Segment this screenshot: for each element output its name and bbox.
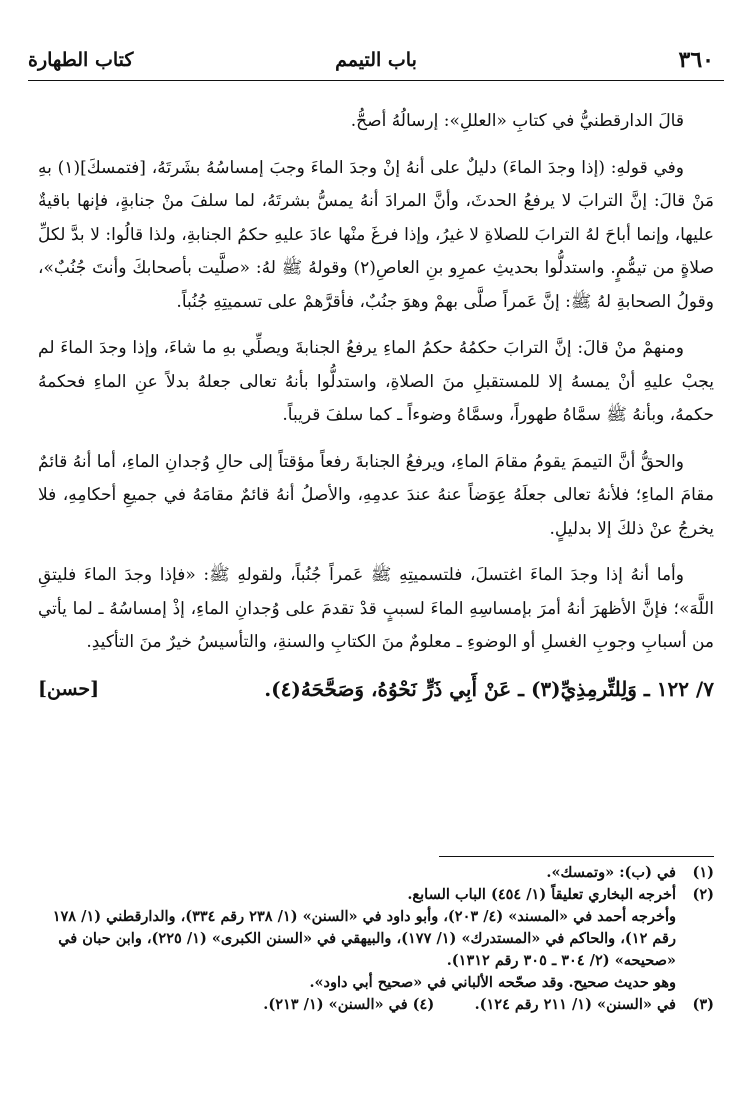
hadith-grade: [حسن] [38, 677, 100, 700]
footnote-text: أخرجه البخاري تعليقاً (١/ ٤٥٤) الباب السابع. [407, 886, 676, 903]
paragraph: قالَ الدارقطنيُّ في كتابِ «العللِ»: إرسالُهُ أصحُّ. [350, 111, 684, 131]
main-text [38, 105, 714, 706]
footnote-rule [439, 856, 714, 857]
footnote-text: في (ب): «وتمسك». [546, 864, 676, 881]
page-number: ٣٦٠ [678, 47, 714, 73]
footnote [38, 884, 714, 906]
footnote-continuation [38, 906, 714, 972]
page-header [28, 40, 724, 80]
footnote-number: (٣) [692, 996, 714, 1013]
footnote-continuation [38, 972, 714, 994]
hadith-text: ٧/ ١٢٢ ـ وَلِلتِّرمِذِيِّ(٣) ـ عَنْ أَبِي ذَرٍّ نَحْوُهُ، وَصَحَّحَهُ(٤). [264, 676, 714, 701]
header-rule [28, 80, 724, 81]
paragraph: وفي قولهِ: (إذا وجدَ الماءَ) دليلٌ على أنهُ إنْ وجدَ الماءَ وجبَ إمساسُهُ بشَرتَهُ، [فتمسكَ](١) بهِ مَنْ قالَ: إنَّ الترابَ لا يرفعُ الحدثَ، وأنَّ المرادَ أنهُ يمسُّ بشرتَهُ، لما سلفَ منْ جنابةٍ، فإنها باقيةٌ عليها، وإنما أباحَ لهُ الترابَ للصلاةِ لا غيرُ، وإذا فرغَ منْها عادَ عليهِ حكمُ الجنابةِ، ولذا قالُوا: لا بدَّ لكلِّ صلاةٍ من تيمُّمٍ. واستدلُّوا بحديثِ عمرِو بنِ العاصِ(٢) وقولهُ ﷺ لهُ: «صلَّيت بأصحابكَ وأنتَ جُنُبٌ»، وقولُ الصحابةِ لهُ ﷺ: إنَّ عَمراً صلَّى بهمْ وهوَ جنُبٌ، فأقرَّهمْ على تسميتِهِ جُنُباً. [38, 157, 714, 312]
footnote-text: وهو حديث صحيح. وقد صحّحه الألباني في «صحيح أبي داود». [309, 974, 676, 991]
book-title: كتاب الطهارة [28, 49, 134, 71]
paragraph: ومنهمْ منْ قالَ: إنَّ الترابَ حكمُهُ حكمُ الماءِ يرفعُ الجنابةَ ويصلِّي بهِ ما شاءَ، وإذا وجدَ الماءَ لم يجبْ عليهِ أنْ يمسهُ إلا للمستقبلِ منَ الصلاةِ، واستدلُّوا بأنهُ تعالى جعلهُ بدلاً عنِ الماءِ فحكمهُ حكمهُ، وبأنهُ ﷺ سمَّاهُ طهوراً، وسمَّاهُ وضوءاً ـ كما سلفَ قريباً. [38, 338, 714, 425]
footnote [38, 994, 714, 1016]
footnote-number: (١) [692, 864, 714, 881]
chapter-title: باب التيمم [335, 49, 417, 71]
footnote [38, 862, 714, 884]
footnotes [38, 862, 714, 1016]
footnote-number: (٢) [692, 886, 714, 903]
footnote-text: في «السنن» (١/ ٢١١ رقم ١٢٤). (٤) في «السنن» (١/ ٢١٣). [263, 996, 676, 1013]
footnote-text: وأخرجه أحمد في «المسند» (٤/ ٢٠٣)، وأبو داود في «السنن» (١/ ٢٣٨ رقم ٣٣٤)، والدارقطني (١/ ١٧٨ رقم ١٢)، والحاكم في «المستدرك» (١/ ١٧٧)، والبيهقي في «السنن الكبرى» (١/ ٢٢٥)، وابن حبان في «صحيحه» (٢/ ٣٠٤ ـ ٣٠٥ رقم ١٣١٢). [52, 908, 676, 969]
hadith-line [38, 673, 714, 707]
paragraph: والحقُّ أنَّ التيممَ يقومُ مقامَ الماءِ، ويرفعُ الجنابةَ رفعاً مؤقتاً إلى حالِ وُجدانِ الماءِ، أما أنهُ قائمٌ مقامَ الماءِ؛ فلأنهُ تعالى جعلَهُ عِوَضاً عنهُ عندَ عدمِهِ، والأصلُ أنهُ قائمٌ مقامَهُ في جميعِ أحكامِهِ، فلا يخرجُ عنْ ذلكَ إلا بدليلٍ. [38, 451, 714, 539]
paragraph: وأما أنهُ إذا وجدَ الماءَ اغتسلَ، فلتسميتِهِ ﷺ عَمراً جُنُباً، ولقولهِ ﷺ: «فإذا وجدَ الماءَ فليتقِ اللَّهَ»؛ فإنَّ الأظهرَ أنهُ أمرَ بإمساسِهِ الماءَ لسببٍ قدْ تقدمَ على وُجدانِ الماءِ، إذْ إمساسُهُ ـ لما يأتي من أسبابِ وجوبِ الغسلِ أو الوضوءِ ـ معلومٌ منَ الكتابِ والسنةِ، والتأسيسُ خيرٌ منَ التأكيدِ. [38, 565, 714, 652]
